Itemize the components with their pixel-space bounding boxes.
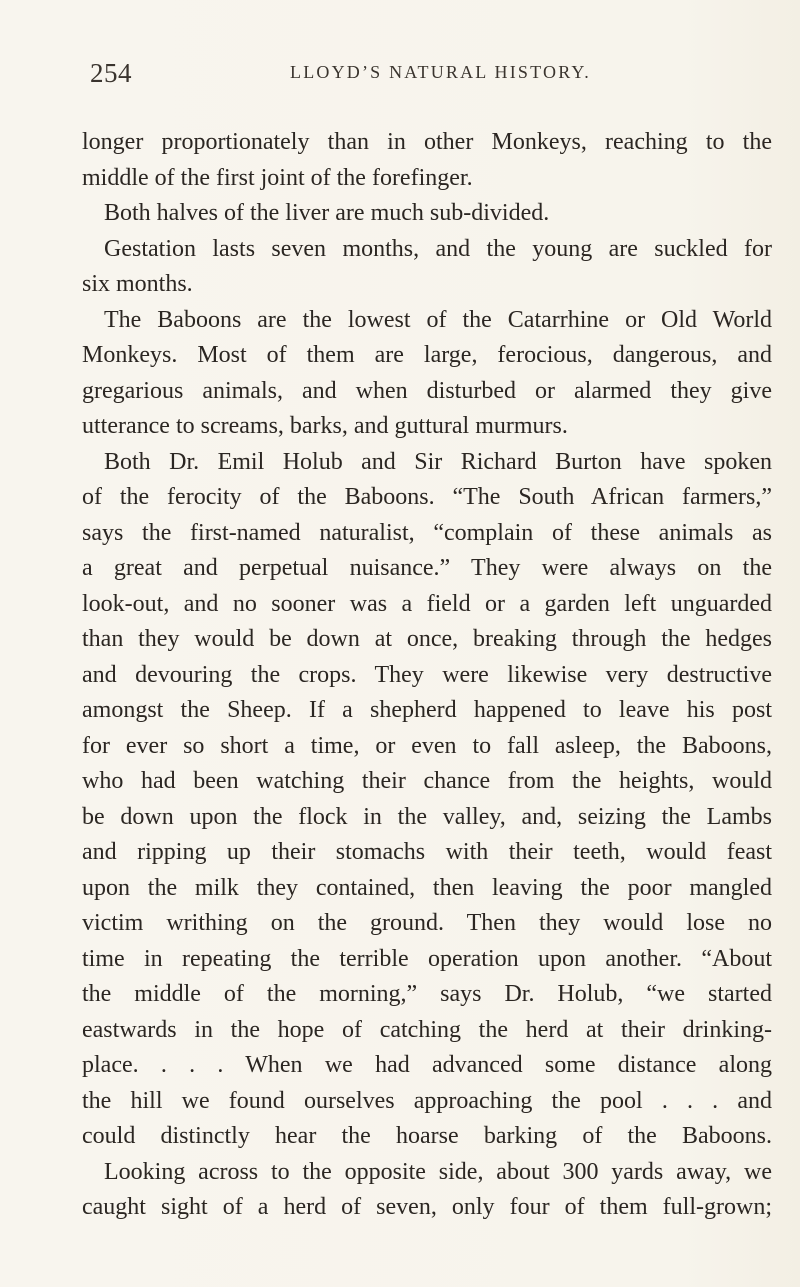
text-line: says the first-named naturalist, “complain of these animals as [82,519,772,546]
text-line: eastwards in the hope of catching the herd at their drinking- [82,1016,772,1043]
text-line: could distinctly hear the hoarse barking of the Baboons. [82,1123,772,1149]
text-line: for ever so short a time, or even to fall asleep, the Baboons, [82,732,772,759]
text-line: Both Dr. Emil Holub and Sir Richard Burton have spoken [104,448,772,475]
text-line: caught sight of a herd of seven, only four of them full-grown; [82,1194,772,1220]
text-line: longer proportionately than in other Monkeys, reaching to the [82,129,772,155]
text-line: utterance to screams, barks, and guttural murmurs. [82,413,568,439]
running-title: LLOYD’S NATURAL HISTORY. [290,62,591,82]
text-line: Both halves of the liver are much sub-divided. [104,200,550,226]
text-line: than they would be down at once, breaking through the hedges [82,626,772,652]
text-line: Looking across to the opposite side, about 300 yards away, we [104,1158,772,1185]
text-line: upon the milk they contained, then leaving the poor mangled [82,874,772,901]
text-line: Monkeys. Most of them are large, ferocious, dangerous, and [82,342,772,368]
text-line: who had been watching their chance from the heights, would [82,768,772,794]
text-line: the middle of the morning,” says Dr. Holub, “we started [82,981,772,1007]
text-line: place. . . . When we had advanced some distance along [82,1052,772,1078]
text-line: and devouring the crops. They were likewise very destructive [82,661,772,688]
text-line: time in repeating the terrible operation upon another. “About [82,945,772,972]
text-line: the hill we found ourselves approaching the pool . . . and [82,1087,772,1114]
text-line: a great and perpetual nuisance.” They were always on the [82,555,772,581]
running-head [90,58,770,98]
text-line: Gestation lasts seven months, and the young are suckled for [104,235,772,262]
text-line: look-out, and no sooner was a field or a garden left unguarded [82,590,772,617]
text-line: of the ferocity of the Baboons. “The South African farmers,” [82,484,772,510]
text-line: be down upon the flock in the valley, and, seizing the Lambs [82,803,772,830]
text-line: six months. [82,271,193,297]
text-line: The Baboons are the lowest of the Catarrhine or Old World [104,306,772,333]
body-text [82,125,772,1226]
text-line: middle of the first joint of the forefinger. [82,164,473,191]
text-line: amongst the Sheep. If a shepherd happened to leave his post [82,697,772,723]
text-line: gregarious animals, and when disturbed or alarmed they give [82,377,772,404]
page-number: 254 [90,58,132,88]
text-line: and ripping up their stomachs with their teeth, would feast [82,839,772,865]
text-line: victim writhing on the ground. Then they would lose no [82,910,772,936]
